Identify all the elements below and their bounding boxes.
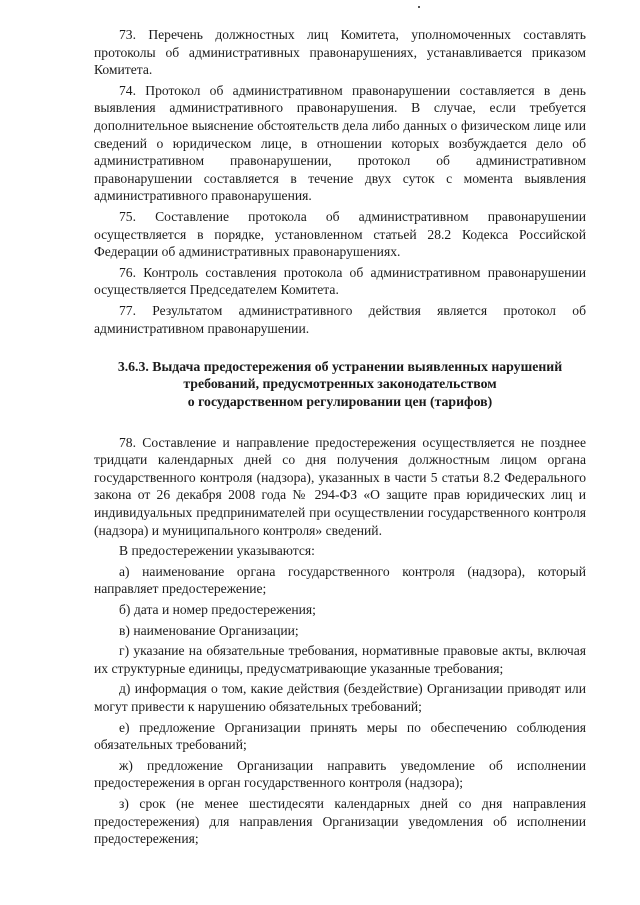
- paragraph-73: 73. Перечень должностных лиц Комитета, уполномоченных составлять протоколы об административных правонарушениях, устанавливается приказом Комитета.: [94, 27, 586, 78]
- paragraph-76: 76. Контроль составления протокола об административном правонарушении осуществляется Председателем Комитета.: [94, 264, 586, 298]
- list-item-a: а) наименование органа государственного контроля (надзора), который направляет предостережение;: [94, 563, 586, 597]
- section-heading: [94, 358, 586, 410]
- paragraph-74: 74. Протокол об административном правонарушении составляется в день выявления административного правонарушения. В случае, если требуется дополнительное выяснение обстоятельств дела либо данных о физическом лице или сведений о юридическом лице, в отношении которых возбуждается дело об административном правонарушении, протокол об административном правонарушении составляется в течение двух суток с момента выявления административного правонарушения.: [94, 82, 586, 204]
- list-item-v: в) наименование Организации;: [119, 622, 299, 638]
- paragraph-77: 77. Результатом административного действия является протокол об административном правонарушении.: [94, 302, 586, 336]
- list-item-b: б) дата и номер предостережения;: [119, 602, 316, 618]
- section-heading-line-1: 3.6.3. Выдача предостережения об устранении выявленных нарушений: [117, 359, 563, 375]
- document-page: [94, 26, 586, 851]
- list-item-e: е) предложение Организации принять меры по обеспечению соблюдения обязательных требований;: [94, 719, 586, 753]
- list-intro: В предостережении указываются:: [119, 543, 315, 559]
- list-item-zh: ж) предложение Организации направить уведомление об исполнении предостережения в орган государственного контроля (надзора);: [94, 757, 586, 791]
- section-heading-line-2: требований, предусмотренных законодательством: [183, 376, 497, 392]
- paragraph-78: 78. Составление и направление предостережения осуществляется не позднее тридцати календарных дней со дня получения должностным лицом органа государственного контроля (надзора), указанных в части 5 статьи 8.2 Федерального закона от 26 декабря 2008 года № 294-ФЗ «О защите прав юридических лиц и индивидуальных предпринимателей при осуществлении государственного контроля (надзора) и муниципального контроля» сведений.: [94, 434, 586, 538]
- scan-speck: [418, 6, 420, 8]
- paragraph-75: 75. Составление протокола об административном правонарушении осуществляется в порядке, установленном статьей 28.2 Кодекса Российской Федерации об административных правонарушениях.: [94, 208, 586, 260]
- section-heading-line-3: о государственном регулировании цен (тарифов): [187, 393, 493, 409]
- list-item-z: з) срок (не менее шестидесяти календарных дней со дня направления предостережения) для направления Организации уведомления об исполнении предостережения;: [94, 795, 586, 847]
- list-item-g: г) указание на обязательные требования, нормативные правовые акты, включая их структурные единицы, предусматривающие указанные требования;: [94, 643, 586, 676]
- list-item-d: д) информация о том, какие действия (бездействие) Организации приводят или могут привести к нарушению обязательных требований;: [94, 681, 586, 715]
